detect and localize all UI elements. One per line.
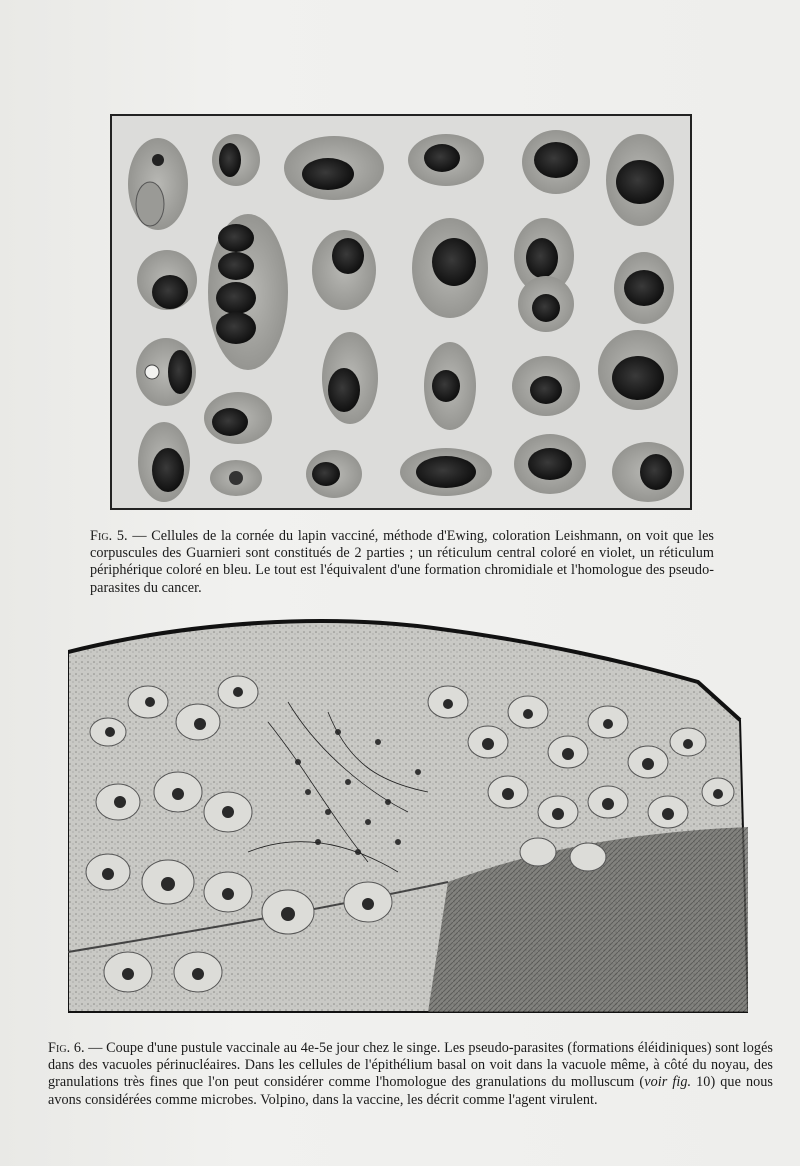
figure-5-illustration	[112, 116, 690, 508]
figure-5-label: Fig. 5.	[90, 528, 128, 544]
figure-5-caption	[90, 528, 714, 597]
figure-5-caption-text: — Cellules de la cornée du lapin vacciné, méthode d'Ewing, coloration Leishmann, on voit que les corpuscules des Guarnieri sont constitués de 2 parties ; un réticulum central coloré en violet, un réticulum périphérique coloré en bleu. Le tout est l'équivalent d'une formation chromidiale et l'homologue des pseudo-parasites du cancer.	[90, 528, 714, 596]
figure-6-caption-text-a: — Coupe d'une pustule vaccinale au 4e-5e jour chez le singe. Les pseudo-parasites (formations éléidiniques) sont logés dans des vacuoles périnucléaires. Dans les cellules de l'épithélium basal on voit dans la vacuole même, à côté du noyau, des granulations très fines que l'on peut considérer comme l'homologue des granulations du molluscum (	[48, 1040, 773, 1091]
cornea-cells	[128, 130, 684, 502]
figure-6-label: Fig. 6.	[48, 1040, 85, 1056]
figure-6-caption-text-b: 10) que nous avons considérées comme microbes. Volpino, dans la vaccine, les décrit comme l'agent virulent.	[48, 1074, 774, 1108]
figure-6-reference: voir fig.	[644, 1074, 692, 1091]
figure-5-plate	[110, 114, 692, 510]
figure-6-plate	[68, 612, 748, 1020]
figure-6-caption	[48, 1040, 773, 1109]
figure-6-illustration	[68, 612, 748, 1020]
